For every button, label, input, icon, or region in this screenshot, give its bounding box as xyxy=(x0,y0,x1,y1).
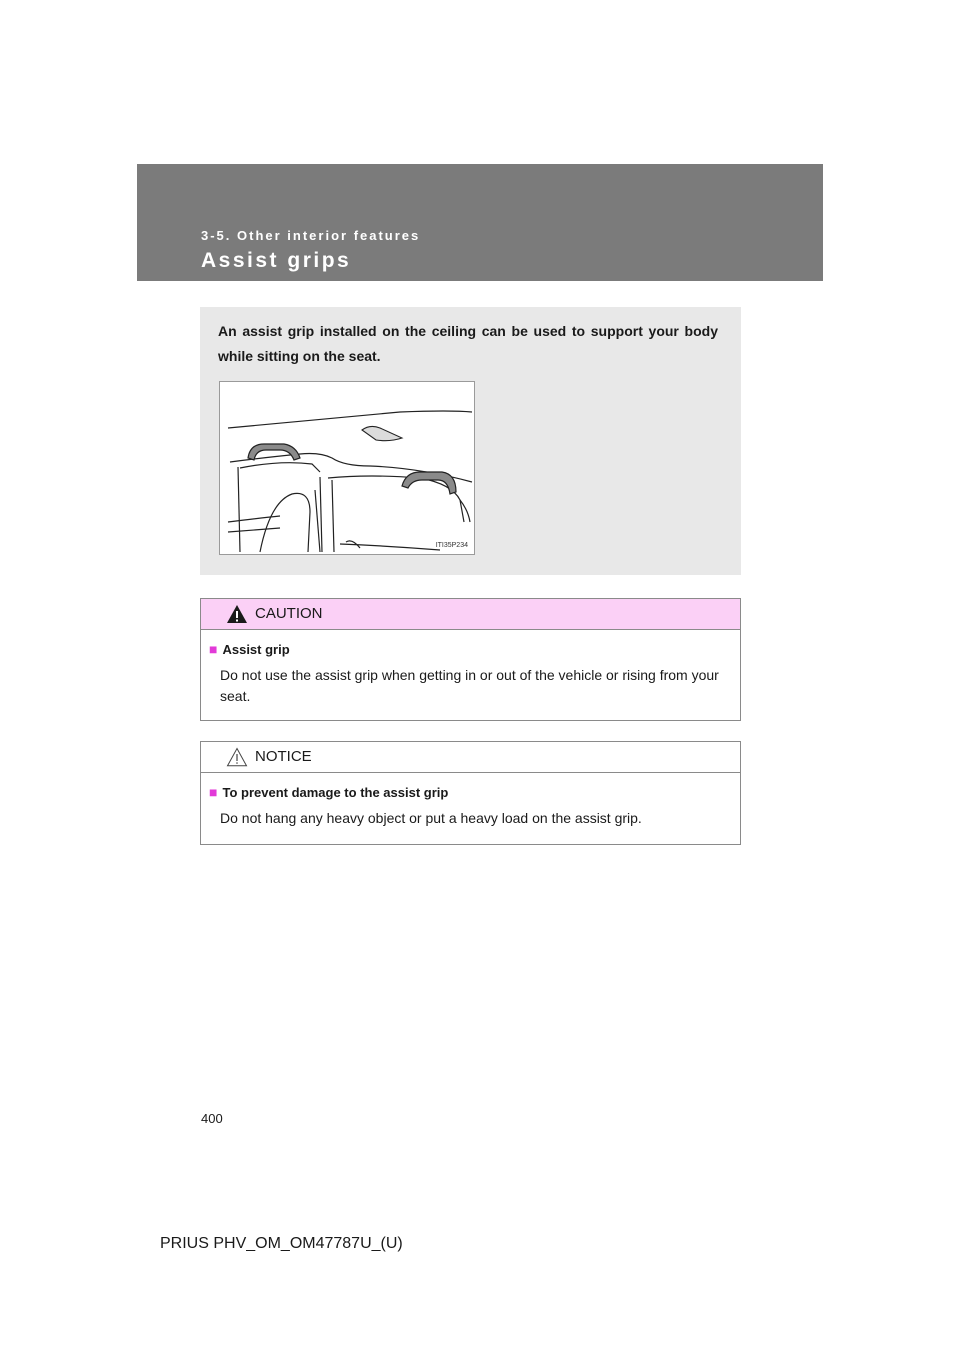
notice-item-text: Do not hang any heavy object or put a heavy load on the assist grip. xyxy=(220,810,642,826)
caution-item-text: Do not use the assist grip when getting in or out of the vehicle or rising from your seat. xyxy=(220,667,719,704)
caution-item-title: ■ Assist grip xyxy=(209,641,290,657)
caution-header xyxy=(201,599,740,630)
notice-header xyxy=(201,742,740,773)
warning-triangle-icon xyxy=(226,604,248,624)
caution-label: CAUTION xyxy=(255,605,323,622)
assist-grip-drawing xyxy=(220,382,476,556)
page-title: Assist grips xyxy=(201,249,352,272)
notice-label: NOTICE xyxy=(255,748,312,765)
figure-code: ITI35P234 xyxy=(435,542,468,549)
notice-item-title: ■ To prevent damage to the assist grip xyxy=(209,784,449,800)
assist-grip-illustration xyxy=(219,381,475,555)
caution-box xyxy=(200,598,741,721)
footer-code: PRIUS PHV_OM_OM47787U_(U) xyxy=(160,1235,403,1252)
notice-box xyxy=(200,741,741,845)
warning-triangle-outline-icon xyxy=(226,747,248,767)
page-number: 400 xyxy=(201,1111,223,1126)
section-header xyxy=(137,164,823,281)
section-label: 3-5. Other interior features xyxy=(201,228,421,243)
intro-box xyxy=(200,307,741,575)
intro-text: An assist grip installed on the ceiling can be used to support your body while sitting on the seat. xyxy=(218,323,718,364)
